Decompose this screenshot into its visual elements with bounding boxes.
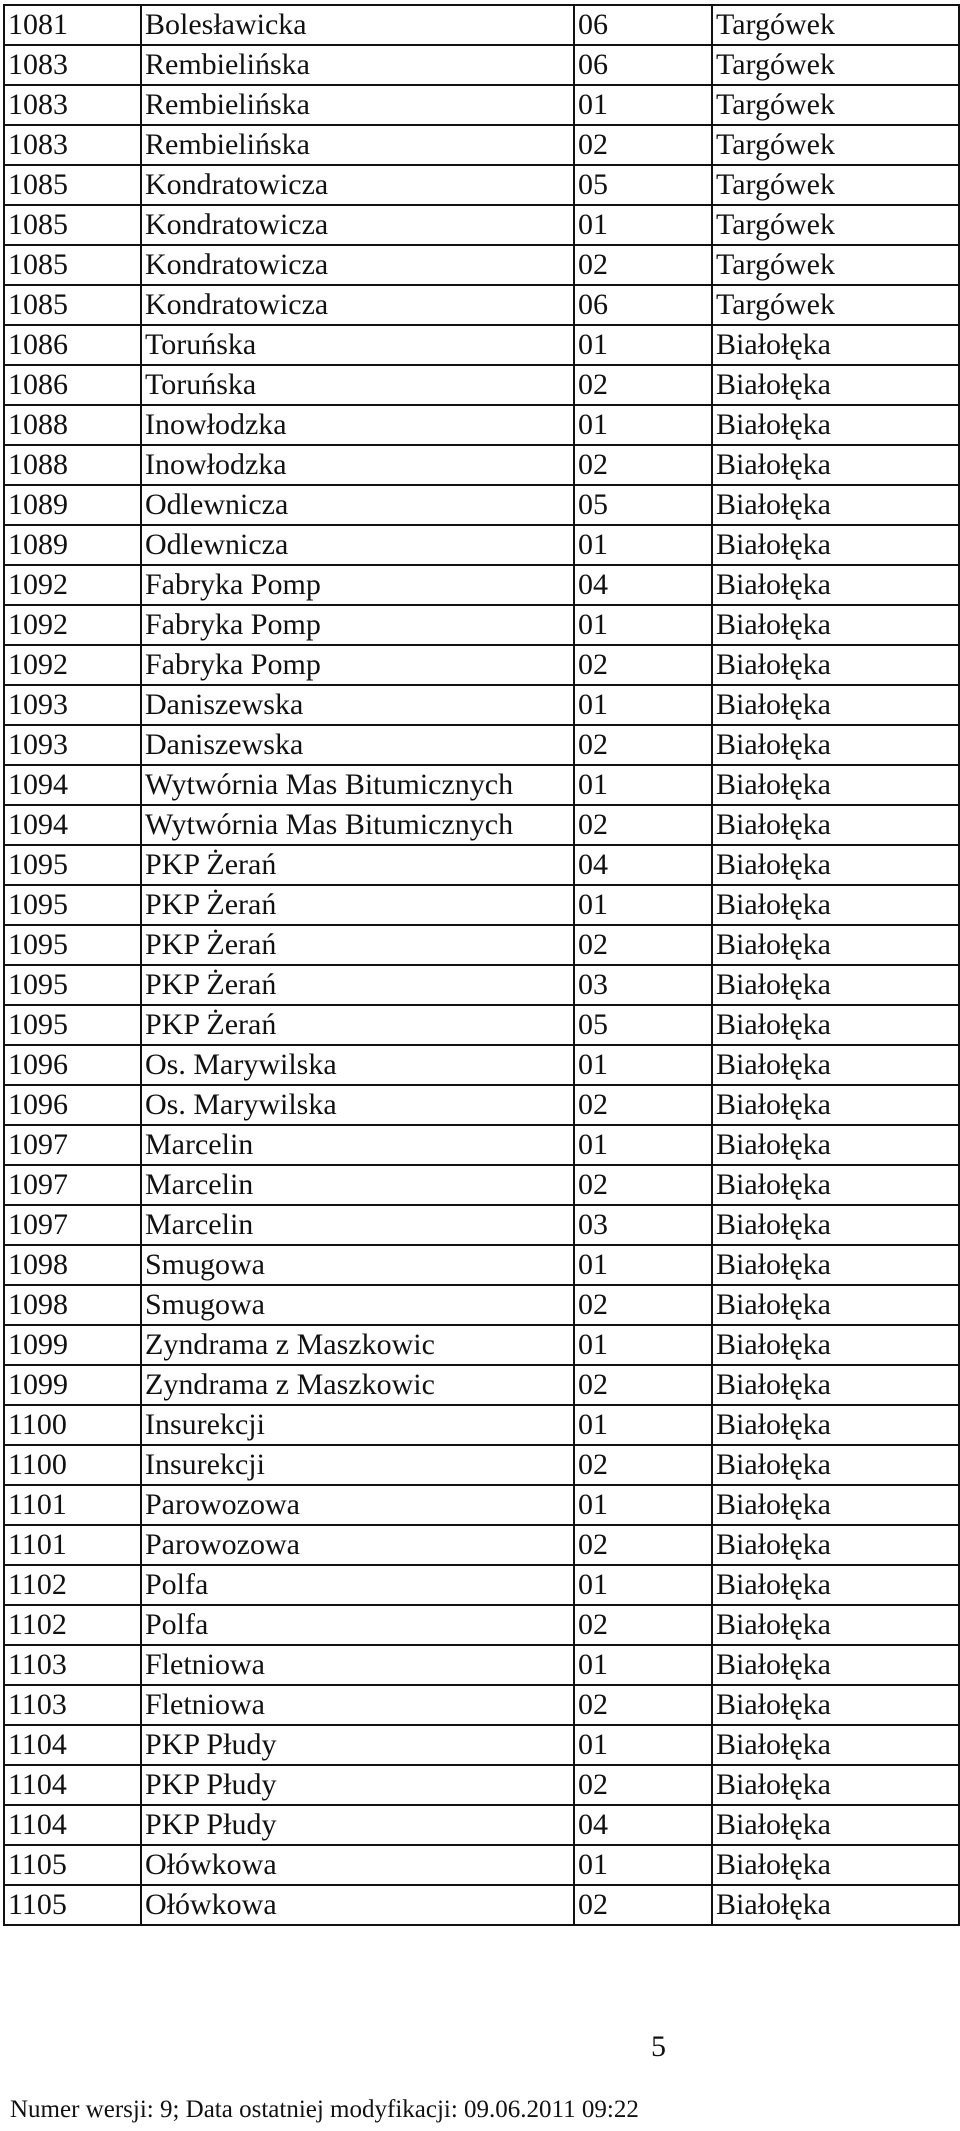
table-row (4, 1285, 959, 1325)
table-row (4, 1805, 959, 1845)
table-row (4, 5, 959, 45)
table-row (4, 285, 959, 325)
stop-number-cell: 1104 (4, 1805, 141, 1845)
stop-number-cell: 1096 (4, 1045, 141, 1085)
district-cell: Białołęka (712, 1005, 959, 1045)
district-cell: Białołęka (712, 925, 959, 965)
stop-name-cell: Kondratowicza (141, 285, 574, 325)
district-cell: Białołęka (712, 1685, 959, 1725)
district-cell: Białołęka (712, 1365, 959, 1405)
stop-number-cell: 1085 (4, 285, 141, 325)
stop-name-cell: Smugowa (141, 1245, 574, 1285)
table-row (4, 1525, 959, 1565)
stop-name-cell: Inowłodzka (141, 405, 574, 445)
table-row (4, 925, 959, 965)
stop-number-cell: 1093 (4, 685, 141, 725)
table-row (4, 405, 959, 445)
district-cell: Targówek (712, 85, 959, 125)
stop-name-cell: Parowozowa (141, 1525, 574, 1565)
post-number-cell: 03 (574, 965, 712, 1005)
stop-number-cell: 1096 (4, 1085, 141, 1125)
post-number-cell: 01 (574, 765, 712, 805)
district-cell: Targówek (712, 285, 959, 325)
stop-number-cell: 1095 (4, 925, 141, 965)
post-number-cell: 02 (574, 1445, 712, 1485)
district-cell: Białołęka (712, 1645, 959, 1685)
stop-name-cell: Rembielińska (141, 45, 574, 85)
table-row (4, 365, 959, 405)
post-number-cell: 04 (574, 1805, 712, 1845)
page-number: 5 (651, 2030, 666, 2063)
post-number-cell: 04 (574, 845, 712, 885)
stop-name-cell: PKP Płudy (141, 1805, 574, 1845)
stop-number-cell: 1088 (4, 405, 141, 445)
table-row (4, 1205, 959, 1245)
stop-name-cell: Polfa (141, 1605, 574, 1645)
post-number-cell: 06 (574, 45, 712, 85)
stop-name-cell: Daniszewska (141, 685, 574, 725)
stop-name-cell: Fletniowa (141, 1685, 574, 1725)
post-number-cell: 02 (574, 1885, 712, 1925)
district-cell: Białołęka (712, 565, 959, 605)
stop-number-cell: 1083 (4, 85, 141, 125)
stop-number-cell: 1085 (4, 165, 141, 205)
post-number-cell: 01 (574, 1405, 712, 1445)
stop-name-cell: PKP Żerań (141, 885, 574, 925)
post-number-cell: 02 (574, 1605, 712, 1645)
post-number-cell: 04 (574, 565, 712, 605)
stop-name-cell: Zyndrama z Maszkowic (141, 1365, 574, 1405)
stop-number-cell: 1100 (4, 1445, 141, 1485)
district-cell: Targówek (712, 5, 959, 45)
district-cell: Białołęka (712, 965, 959, 1005)
post-number-cell: 01 (574, 1565, 712, 1605)
stops-table (3, 4, 960, 1926)
post-number-cell: 01 (574, 685, 712, 725)
district-cell: Białołęka (712, 1445, 959, 1485)
stop-name-cell: Ołówkowa (141, 1885, 574, 1925)
stop-number-cell: 1103 (4, 1645, 141, 1685)
stop-name-cell: Rembielińska (141, 85, 574, 125)
stop-name-cell: PKP Żerań (141, 965, 574, 1005)
stop-number-cell: 1095 (4, 845, 141, 885)
table-row (4, 805, 959, 845)
post-number-cell: 05 (574, 1005, 712, 1045)
post-number-cell: 02 (574, 1365, 712, 1405)
district-cell: Białołęka (712, 525, 959, 565)
stop-number-cell: 1098 (4, 1285, 141, 1325)
post-number-cell: 01 (574, 1045, 712, 1085)
post-number-cell: 02 (574, 445, 712, 485)
stop-name-cell: Wytwórnia Mas Bitumicznych (141, 805, 574, 845)
stop-number-cell: 1093 (4, 725, 141, 765)
post-number-cell: 01 (574, 1325, 712, 1365)
table-row (4, 1165, 959, 1205)
table-row (4, 85, 959, 125)
stop-number-cell: 1095 (4, 885, 141, 925)
post-number-cell: 01 (574, 1645, 712, 1685)
district-cell: Białołęka (712, 365, 959, 405)
stop-name-cell: Ołówkowa (141, 1845, 574, 1885)
stops-table-body (4, 5, 959, 1925)
post-number-cell: 01 (574, 1725, 712, 1765)
district-cell: Białołęka (712, 1485, 959, 1525)
stop-number-cell: 1083 (4, 125, 141, 165)
stop-name-cell: Smugowa (141, 1285, 574, 1325)
table-row (4, 1485, 959, 1525)
stop-name-cell: PKP Żerań (141, 925, 574, 965)
stop-name-cell: PKP Płudy (141, 1725, 574, 1765)
stop-number-cell: 1105 (4, 1845, 141, 1885)
district-cell: Białołęka (712, 445, 959, 485)
stop-number-cell: 1103 (4, 1685, 141, 1725)
stop-number-cell: 1099 (4, 1365, 141, 1405)
stop-number-cell: 1089 (4, 525, 141, 565)
stop-name-cell: Marcelin (141, 1165, 574, 1205)
post-number-cell: 03 (574, 1205, 712, 1245)
stop-name-cell: Odlewnicza (141, 525, 574, 565)
stop-name-cell: Bolesławicka (141, 5, 574, 45)
stop-number-cell: 1102 (4, 1605, 141, 1645)
stop-number-cell: 1101 (4, 1485, 141, 1525)
table-row (4, 1645, 959, 1685)
stop-name-cell: Wytwórnia Mas Bitumicznych (141, 765, 574, 805)
table-row (4, 685, 959, 725)
district-cell: Białołęka (712, 1805, 959, 1845)
stop-name-cell: Polfa (141, 1565, 574, 1605)
table-row (4, 165, 959, 205)
table-row (4, 565, 959, 605)
district-cell: Białołęka (712, 1085, 959, 1125)
table-row (4, 1405, 959, 1445)
table-row (4, 1045, 959, 1085)
district-cell: Białołęka (712, 1525, 959, 1565)
post-number-cell: 01 (574, 205, 712, 245)
post-number-cell: 02 (574, 1285, 712, 1325)
post-number-cell: 02 (574, 645, 712, 685)
post-number-cell: 02 (574, 1165, 712, 1205)
stop-name-cell: Parowozowa (141, 1485, 574, 1525)
stop-name-cell: Fabryka Pomp (141, 605, 574, 645)
district-cell: Białołęka (712, 1405, 959, 1445)
stop-name-cell: Zyndrama z Maszkowic (141, 1325, 574, 1365)
district-cell: Białołęka (712, 1245, 959, 1285)
stop-name-cell: Marcelin (141, 1205, 574, 1245)
district-cell: Białołęka (712, 1845, 959, 1885)
district-cell: Targówek (712, 125, 959, 165)
table-row (4, 1885, 959, 1925)
post-number-cell: 06 (574, 5, 712, 45)
post-number-cell: 05 (574, 485, 712, 525)
district-cell: Targówek (712, 45, 959, 85)
table-row (4, 1245, 959, 1285)
stop-number-cell: 1097 (4, 1205, 141, 1245)
table-row (4, 45, 959, 85)
district-cell: Białołęka (712, 325, 959, 365)
stop-name-cell: Os. Marywilska (141, 1085, 574, 1125)
post-number-cell: 02 (574, 1765, 712, 1805)
district-cell: Targówek (712, 165, 959, 205)
post-number-cell: 01 (574, 85, 712, 125)
district-cell: Białołęka (712, 1885, 959, 1925)
stop-number-cell: 1105 (4, 1885, 141, 1925)
stop-number-cell: 1081 (4, 5, 141, 45)
post-number-cell: 01 (574, 1845, 712, 1885)
table-row (4, 1125, 959, 1165)
stop-number-cell: 1104 (4, 1765, 141, 1805)
stop-number-cell: 1101 (4, 1525, 141, 1565)
table-row (4, 325, 959, 365)
stop-number-cell: 1098 (4, 1245, 141, 1285)
stop-name-cell: Marcelin (141, 1125, 574, 1165)
post-number-cell: 02 (574, 125, 712, 165)
post-number-cell: 02 (574, 1525, 712, 1565)
stop-name-cell: Daniszewska (141, 725, 574, 765)
table-row (4, 605, 959, 645)
post-number-cell: 02 (574, 1685, 712, 1725)
post-number-cell: 02 (574, 245, 712, 285)
stop-name-cell: Inowłodzka (141, 445, 574, 485)
table-row (4, 1765, 959, 1805)
district-cell: Białołęka (712, 725, 959, 765)
district-cell: Białołęka (712, 1765, 959, 1805)
post-number-cell: 01 (574, 1485, 712, 1525)
stop-number-cell: 1089 (4, 485, 141, 525)
stop-number-cell: 1099 (4, 1325, 141, 1365)
table-row (4, 845, 959, 885)
post-number-cell: 02 (574, 805, 712, 845)
stop-number-cell: 1104 (4, 1725, 141, 1765)
district-cell: Białołęka (712, 485, 959, 525)
post-number-cell: 06 (574, 285, 712, 325)
stop-name-cell: PKP Żerań (141, 1005, 574, 1045)
stop-number-cell: 1085 (4, 245, 141, 285)
post-number-cell: 01 (574, 525, 712, 565)
stop-name-cell: Rembielińska (141, 125, 574, 165)
stop-number-cell: 1083 (4, 45, 141, 85)
district-cell: Białołęka (712, 1285, 959, 1325)
district-cell: Białołęka (712, 1125, 959, 1165)
district-cell: Białołęka (712, 1725, 959, 1765)
table-row (4, 1605, 959, 1645)
stop-number-cell: 1092 (4, 605, 141, 645)
district-cell: Białołęka (712, 1045, 959, 1085)
district-cell: Białołęka (712, 685, 959, 725)
table-row (4, 1365, 959, 1405)
stop-name-cell: PKP Żerań (141, 845, 574, 885)
table-row (4, 1085, 959, 1125)
stop-number-cell: 1092 (4, 645, 141, 685)
district-cell: Białołęka (712, 405, 959, 445)
stop-name-cell: PKP Płudy (141, 1765, 574, 1805)
post-number-cell: 02 (574, 365, 712, 405)
stop-name-cell: Insurekcji (141, 1405, 574, 1445)
table-row (4, 725, 959, 765)
post-number-cell: 01 (574, 885, 712, 925)
stop-number-cell: 1086 (4, 365, 141, 405)
table-row (4, 1725, 959, 1765)
stop-name-cell: Fabryka Pomp (141, 645, 574, 685)
stop-number-cell: 1092 (4, 565, 141, 605)
post-number-cell: 02 (574, 1085, 712, 1125)
stop-name-cell: Kondratowicza (141, 165, 574, 205)
district-cell: Białołęka (712, 805, 959, 845)
district-cell: Białołęka (712, 1205, 959, 1245)
district-cell: Białołęka (712, 885, 959, 925)
table-row (4, 245, 959, 285)
table-row (4, 485, 959, 525)
stop-name-cell: Fabryka Pomp (141, 565, 574, 605)
stop-name-cell: Odlewnicza (141, 485, 574, 525)
stop-number-cell: 1095 (4, 1005, 141, 1045)
stop-number-cell: 1095 (4, 965, 141, 1005)
stop-name-cell: Os. Marywilska (141, 1045, 574, 1085)
table-row (4, 765, 959, 805)
footer-version-info: Numer wersji: 9; Data ostatniej modyfikacji: 09.06.2011 09:22 (10, 2096, 639, 2123)
post-number-cell: 01 (574, 605, 712, 645)
stop-name-cell: Fletniowa (141, 1645, 574, 1685)
table-row (4, 1325, 959, 1365)
stop-number-cell: 1088 (4, 445, 141, 485)
table-row (4, 1005, 959, 1045)
post-number-cell: 01 (574, 325, 712, 365)
table-row (4, 645, 959, 685)
table-row (4, 1445, 959, 1485)
district-cell: Białołęka (712, 1165, 959, 1205)
stop-number-cell: 1097 (4, 1165, 141, 1205)
table-row (4, 1565, 959, 1605)
post-number-cell: 01 (574, 405, 712, 445)
stop-name-cell: Kondratowicza (141, 245, 574, 285)
table-row (4, 885, 959, 925)
district-cell: Białołęka (712, 645, 959, 685)
table-row (4, 205, 959, 245)
stop-number-cell: 1094 (4, 765, 141, 805)
stop-number-cell: 1100 (4, 1405, 141, 1445)
stop-number-cell: 1102 (4, 1565, 141, 1605)
post-number-cell: 02 (574, 725, 712, 765)
stop-name-cell: Insurekcji (141, 1445, 574, 1485)
table-row (4, 965, 959, 1005)
post-number-cell: 01 (574, 1125, 712, 1165)
table-row (4, 1685, 959, 1725)
district-cell: Targówek (712, 245, 959, 285)
post-number-cell: 05 (574, 165, 712, 205)
district-cell: Białołęka (712, 1605, 959, 1645)
table-row (4, 1845, 959, 1885)
stop-name-cell: Toruńska (141, 365, 574, 405)
stop-number-cell: 1085 (4, 205, 141, 245)
district-cell: Białołęka (712, 605, 959, 645)
stop-number-cell: 1086 (4, 325, 141, 365)
stop-number-cell: 1097 (4, 1125, 141, 1165)
post-number-cell: 02 (574, 925, 712, 965)
table-row (4, 445, 959, 485)
district-cell: Białołęka (712, 1325, 959, 1365)
stop-number-cell: 1094 (4, 805, 141, 845)
stop-name-cell: Kondratowicza (141, 205, 574, 245)
table-row (4, 525, 959, 565)
post-number-cell: 01 (574, 1245, 712, 1285)
district-cell: Targówek (712, 205, 959, 245)
district-cell: Białołęka (712, 765, 959, 805)
district-cell: Białołęka (712, 845, 959, 885)
stop-name-cell: Toruńska (141, 325, 574, 365)
district-cell: Białołęka (712, 1565, 959, 1605)
table-row (4, 125, 959, 165)
